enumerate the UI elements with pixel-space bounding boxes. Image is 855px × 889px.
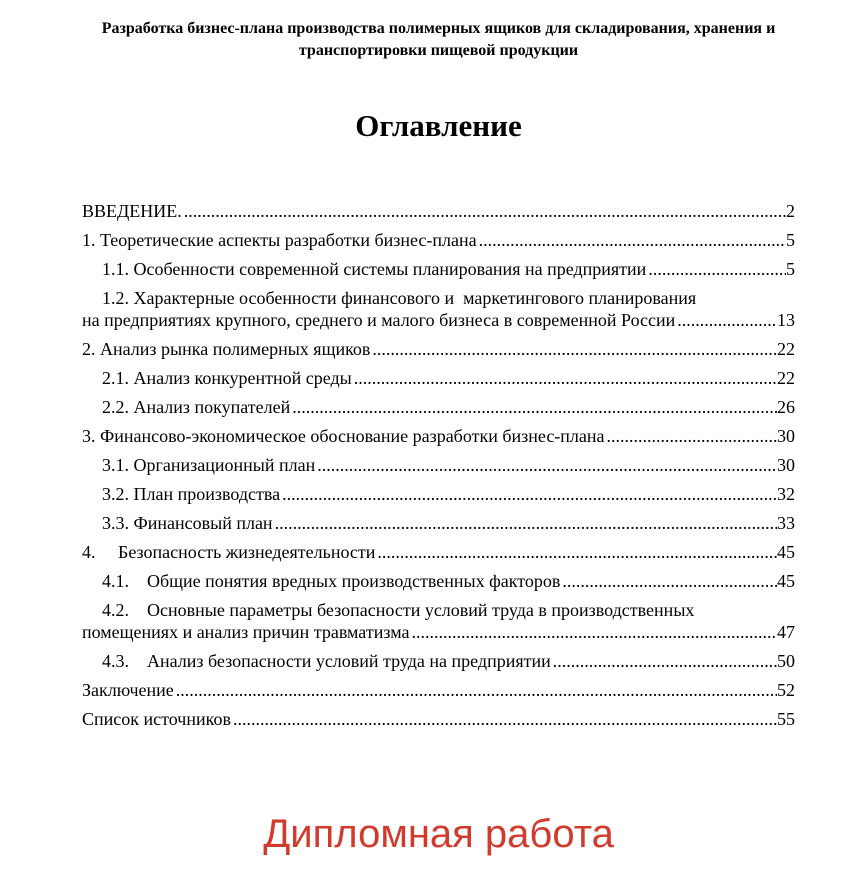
document-header-line2: транспортировки пищевой продукции [298, 42, 579, 59]
watermark-text: Дипломная работа [263, 812, 614, 856]
toc-entry [82, 287, 795, 309]
dot-leader [562, 570, 777, 592]
toc-entry-text: 1.2. Характерные особенности финансового и маркетингового планирования [102, 288, 697, 308]
toc-entry [82, 229, 795, 251]
toc-entry-text: 4.1. Общие понятия вредных производственных факторов [102, 571, 561, 591]
toc-entry-text: 3.1. Организационный план [102, 455, 316, 475]
toc-entry-text: 2. Анализ рынка полимерных ящиков [82, 339, 371, 359]
dot-leader [292, 396, 777, 418]
toc-entry [82, 708, 795, 730]
toc-entry [82, 367, 795, 389]
dot-leader [275, 512, 777, 534]
toc-entry [82, 425, 795, 447]
toc-entry [82, 650, 795, 672]
dot-leader [648, 258, 786, 280]
dot-leader [479, 229, 786, 251]
page-number: 5 [786, 230, 795, 250]
toc-entry [82, 570, 795, 592]
toc-entry-text: 2.2. Анализ покупателей [102, 397, 291, 417]
toc-entry-continuation [82, 309, 795, 331]
dot-leader [553, 650, 777, 672]
toc-entry-text: ВВЕДЕНИЕ. [82, 201, 182, 221]
toc-entry [82, 541, 795, 563]
dot-leader [233, 708, 777, 730]
toc-entry-text: 2.1. Анализ конкурентной среды [102, 368, 352, 388]
toc-entry-text: 4.2. Основные параметры безопасности условий труда в производственных [102, 600, 695, 620]
toc-entry [82, 396, 795, 418]
toc-entry [82, 679, 795, 701]
dot-leader [184, 200, 786, 222]
page-number: 22 [777, 339, 795, 359]
toc-entry [82, 338, 795, 360]
dot-leader [607, 425, 777, 447]
page-number: 26 [777, 397, 795, 417]
page-number: 45 [777, 542, 795, 562]
page-number: 55 [777, 709, 795, 729]
toc-list [82, 200, 795, 730]
toc-entry-text: 1.1. Особенности современной системы планирования на предприятии [102, 259, 647, 279]
toc-entry-text: 4. Безопасность жизнедеятельности [82, 542, 376, 562]
page-number: 30 [777, 426, 795, 446]
toc-entry [82, 454, 795, 476]
dot-leader [354, 367, 777, 389]
page-number: 2 [786, 201, 795, 221]
toc-entry [82, 258, 795, 280]
dot-leader [317, 454, 777, 476]
dot-leader [411, 621, 777, 643]
dot-leader [372, 338, 777, 360]
dot-leader [282, 483, 777, 505]
dot-leader [377, 541, 777, 563]
toc-entry-text: на предприятиях крупного, среднего и малого бизнеса в современной России [82, 310, 676, 330]
toc-entry-text: 3. Финансово-экономическое обоснование разработки бизнес-плана [82, 426, 605, 446]
dot-leader [176, 679, 777, 701]
page-number: 22 [777, 368, 795, 388]
toc-entry [82, 599, 795, 621]
toc-entry-continuation [82, 621, 795, 643]
page-number: 13 [777, 310, 795, 330]
page-number: 30 [777, 455, 795, 475]
toc-entry-text: 4.3. Анализ безопасности условий труда на предприятии [102, 651, 551, 671]
watermark [82, 810, 795, 858]
toc-entry [82, 512, 795, 534]
page-number: 50 [777, 651, 795, 671]
toc-entry-text: помещениях и анализ причин травматизма [82, 622, 410, 642]
document-header-line1: Разработка бизнес-плана производства полимерных ящиков для складирования, хранения и [101, 20, 776, 37]
page-number: 5 [786, 259, 795, 279]
toc-entry-text: 3.2. План производства [102, 484, 281, 504]
toc-entry-text: Список источников [82, 709, 231, 729]
toc-entry [82, 483, 795, 505]
dot-leader [677, 309, 777, 331]
toc-title: Оглавление [355, 108, 522, 143]
page-number: 52 [777, 680, 795, 700]
toc-entry-text: Заключение [82, 680, 174, 700]
toc-entry-text: 1. Теоретические аспекты разработки бизнес-плана [82, 230, 477, 250]
toc-entry [82, 200, 795, 222]
toc-entry-text: 3.3. Финансовый план [102, 513, 273, 533]
document-header [82, 18, 795, 62]
page-number: 45 [777, 571, 795, 591]
page-number: 33 [777, 513, 795, 533]
page-number: 47 [777, 622, 795, 642]
page-number: 32 [777, 484, 795, 504]
